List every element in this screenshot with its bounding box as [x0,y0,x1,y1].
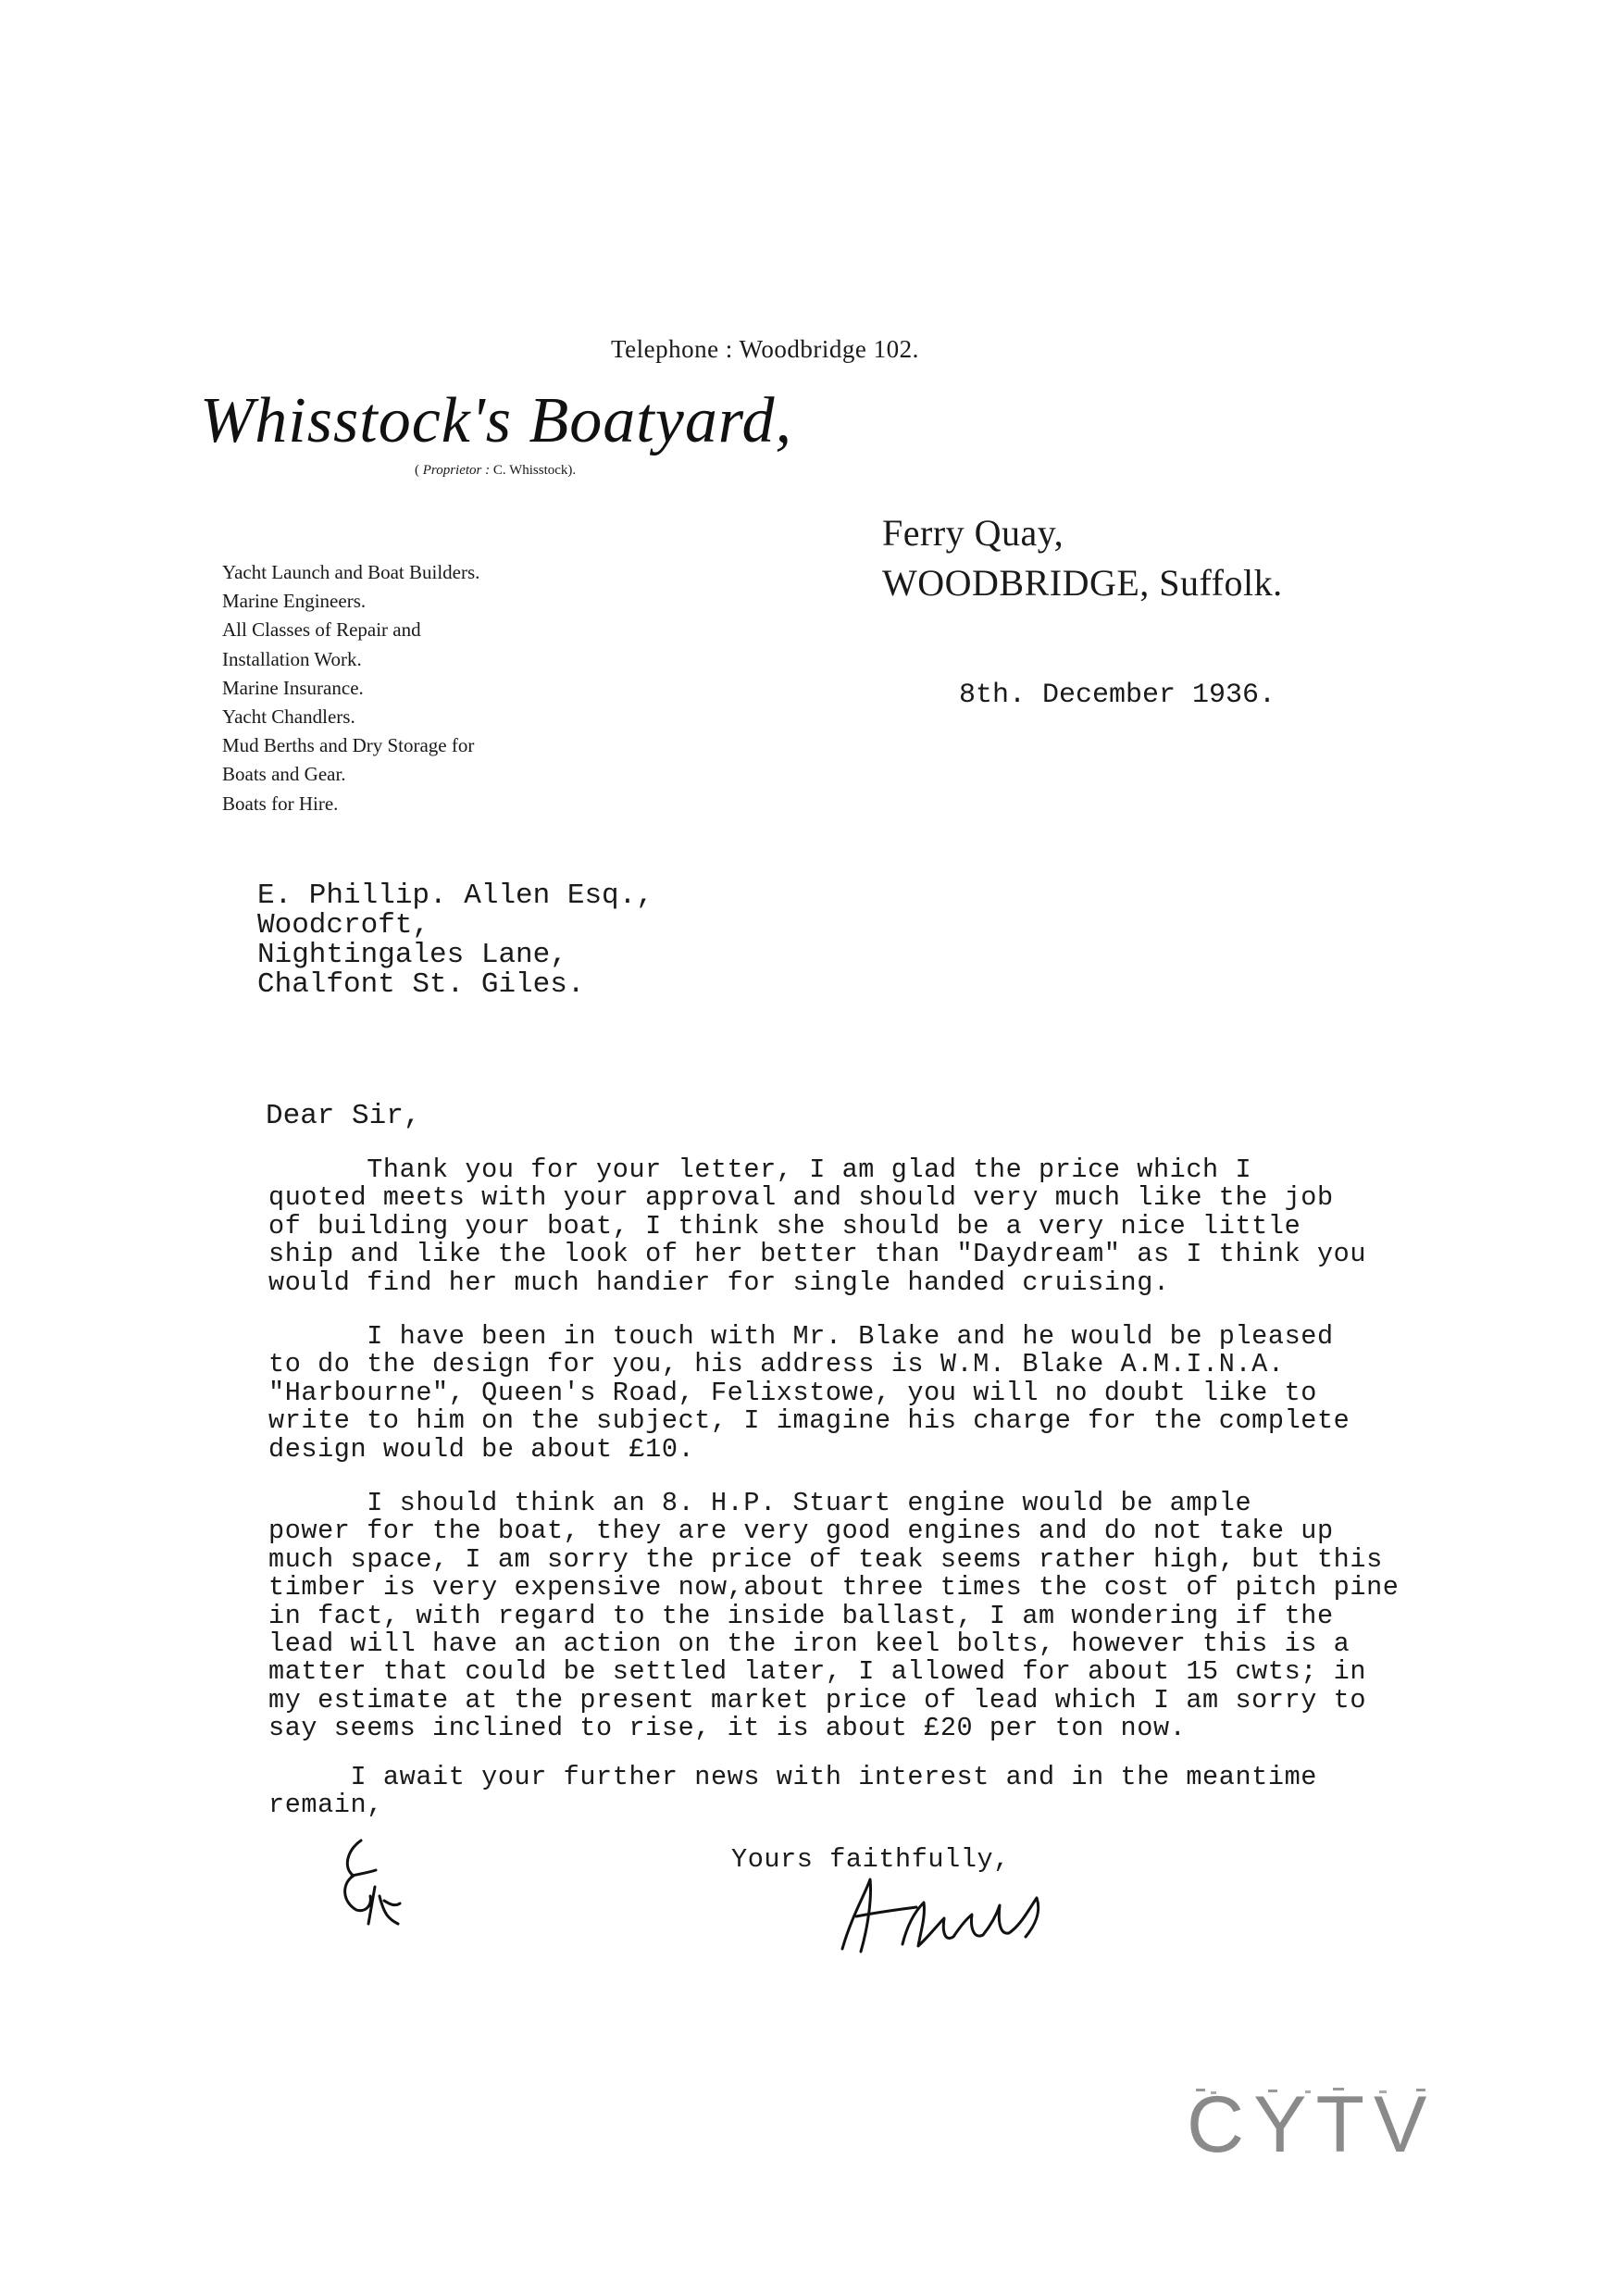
address-line-1: Ferry Quay, [882,512,1064,554]
body-line: to do the design for you, his address is W.M. Blake A.M.I.N.A. [268,1349,1285,1380]
body-line: lead will have an action on the iron keel bolts, however this is a [268,1628,1350,1660]
proprietor-name: C. Whisstock [492,463,568,478]
service-item: Yacht Chandlers. [222,705,355,729]
body-line: in fact, with regard to the inside ballast, I am wondering if the [268,1600,1334,1631]
telephone-line: Telephone : Woodbridge 102. [611,335,919,363]
body-line: "Harbourne", Queen's Road, Felixstowe, you will no doubt like to [268,1377,1317,1408]
body-line: remain, [268,1790,383,1821]
recipient-line: Woodcroft, [257,909,430,942]
recipient-line: Nightingales Lane, [257,939,567,971]
body-line: Thank you for your letter, I am glad the price which I [268,1154,1252,1185]
body-line: quoted meets with your approval and should very much like the job [268,1182,1334,1214]
body-paragraph-2 [268,1323,1350,1464]
closing: Yours faithfully, [731,1844,1010,1875]
service-item: Marine Engineers. [222,590,367,613]
body-line: design would be about £10. [268,1433,695,1465]
body-line: would find her much handier for single handed cruising. [268,1267,1170,1298]
body-line: ship and like the look of her better than "Daydream" as I think you [268,1239,1367,1270]
recipient-address [257,881,653,1000]
body-line: say seems inclined to rise, it is about £20 per ton now. [268,1713,1187,1744]
address-line-2: WOODBRIDGE, Suffolk. [882,562,1283,604]
body-line: timber is very expensive now,about three times the cost of pitch pine [268,1572,1400,1603]
body-line: write to him on the subject, I imagine his charge for the complete [268,1405,1350,1437]
body-line: I have been in touch with Mr. Blake and he would be pleased [268,1321,1334,1352]
handwritten-initials-mark [333,1831,407,1933]
recipient-line: E. Phillip. Allen Esq., [257,880,653,912]
letter-date: 8th. December 1936. [959,680,1276,711]
watermark-logo: CYTV [1187,2080,1437,2169]
company-name: Whisstock's Boatyard, [200,385,792,456]
body-paragraph-1 [268,1156,1366,1297]
body-line: I should think an 8. H.P. Stuart engine would be ample [268,1488,1252,1518]
recipient-line: Chalfont St. Giles. [257,968,585,1001]
body-paragraph-3 [268,1490,1400,1743]
body-line: much space, I am sorry the price of teak seems rather high, but this [268,1543,1383,1575]
proprietor-label: Proprietor : [422,463,491,478]
salutation: Dear Sir, [266,1100,421,1132]
service-item: Marine Insurance. [222,676,364,699]
body-line: my estimate at the present market price of lead which I am sorry to [268,1684,1367,1716]
service-item: All Classes of Repair and [222,618,421,642]
service-item: Installation Work. [222,647,362,670]
handwritten-signature [815,1861,1055,1963]
services-list [222,558,479,818]
body-paragraph-4 [268,1764,1317,1820]
service-item: Boats for Hire. [222,792,339,815]
body-line: I await your further news with interest and in the meantime [268,1762,1317,1792]
body-line: power for the boat, they are very good engines and do not take up [268,1516,1334,1547]
body-line: of building your boat, I think she should be a very nice little [268,1210,1301,1242]
proprietor-line: ( Proprietor : C. Whisstock). [415,463,577,478]
service-item: Boats and Gear. [222,763,346,786]
body-line: matter that could be settled later, I allowed for about 15 cwts; in [268,1656,1367,1688]
service-item: Yacht Launch and Boat Builders. [222,561,480,583]
service-item: Mud Berths and Dry Storage for [222,734,475,757]
